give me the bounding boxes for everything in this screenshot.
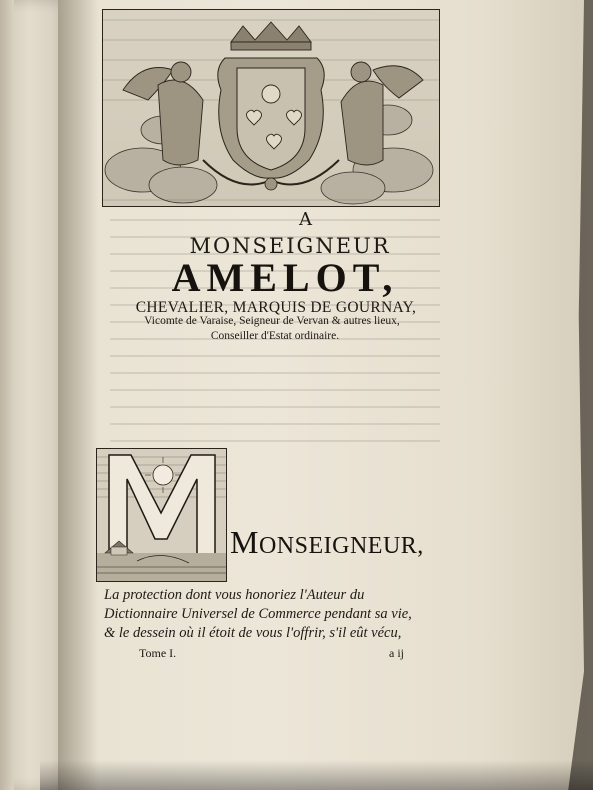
dedication-monseigneur: MONSEIGNEUR [189,234,391,258]
dedication-conseiller-line: Conseiller d'Estat ordinaire. [210,330,340,342]
salutation [230,524,424,561]
body-line-3: & le dessein où il étoit de vous l'offrir, s'il eût vécu, [104,625,402,641]
signature-mark: a ij [389,646,404,660]
dedication-title-line: CHEVALIER, MARQUIS DE GOURNAY, [135,299,417,316]
salutation-rest: ONSEIGNEUR, [258,533,424,559]
page-gutter-shadow [58,0,98,790]
left-page-edge [0,0,14,790]
tome-label: Tome I. [139,646,177,660]
dedication-name: AMELOT, [171,255,399,300]
bottom-shadow [40,760,593,790]
decorated-initial [96,448,227,582]
dedication-vicomte-line: Vicomte de Varaise, Seigneur de Vervan & autres lieux, [144,315,400,327]
body-line-2: Dictionnaire Universel de Commerce pendant sa vie, [104,606,412,622]
body-line-1: La protection dont vous honoriez l'Auteur du [104,587,365,603]
salutation-initial: M [230,524,259,560]
dedication-a: A [299,209,314,230]
headpiece-engraving [102,9,440,207]
